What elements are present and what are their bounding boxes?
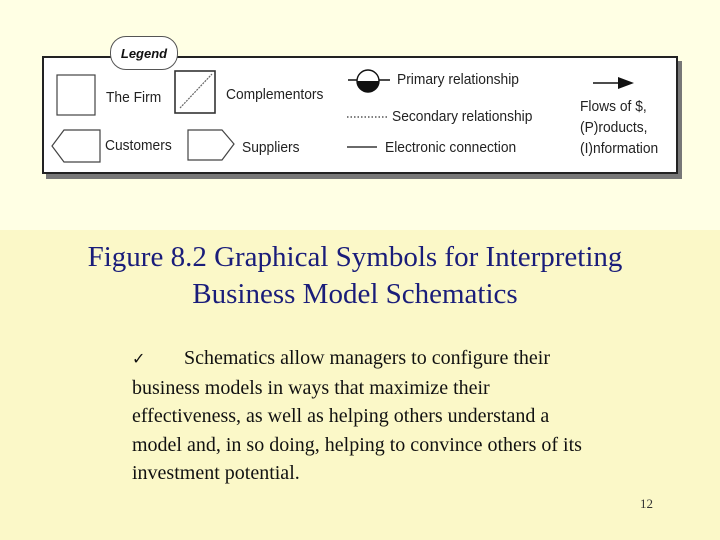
- caption-line-1: Figure 8.2 Graphical Symbols for Interpreting: [87, 241, 623, 273]
- figure-caption: [40, 239, 670, 313]
- complementors-square-icon: [174, 70, 218, 116]
- bullet-text-line-4: model and, in so doing, helping to convince others of its: [132, 433, 582, 456]
- legend-complementors: Complementors: [226, 86, 324, 103]
- bullet-text-line-5: investment potential.: [132, 462, 300, 484]
- bullet-line-1: [132, 344, 692, 374]
- legend-electronic-connection: Electronic connection: [385, 139, 517, 156]
- legend-customers: Customers: [105, 137, 172, 154]
- legend-flows-line3: (I)nformation: [580, 140, 659, 157]
- page-number: 12: [640, 496, 653, 511]
- firm-square-icon: [56, 74, 98, 118]
- electronic-connection-line: [346, 144, 378, 150]
- bullet-text-line-3: effectiveness, as well as helping others understand a: [132, 405, 550, 427]
- suppliers-pentagon-icon: [186, 128, 238, 162]
- legend-secondary-relationship: Secondary relationship: [392, 108, 533, 125]
- legend-the-firm: The Firm: [106, 89, 162, 106]
- bullet-text-line-2: business models in ways that maximize their: [132, 376, 490, 399]
- primary-relationship-icon: [346, 66, 392, 96]
- checkmark-icon: ✓: [132, 349, 146, 368]
- flow-arrow-icon: [592, 76, 636, 90]
- legend-primary-relationship: Primary relationship: [397, 71, 519, 88]
- legend-flows-line1: Flows of $,: [580, 98, 647, 115]
- caption-line-2: Business Model Schematics: [192, 278, 518, 310]
- legend-title: Legend: [110, 36, 178, 70]
- legend-suppliers: Suppliers: [242, 139, 300, 156]
- customers-pentagon-icon: [50, 128, 102, 164]
- bullet-paragraph: [132, 344, 692, 488]
- bullet-text-line-1: Schematics allow managers to configure their: [184, 347, 550, 369]
- legend-flows-line2: (P)roducts,: [580, 119, 648, 136]
- secondary-relationship-line: [346, 114, 388, 120]
